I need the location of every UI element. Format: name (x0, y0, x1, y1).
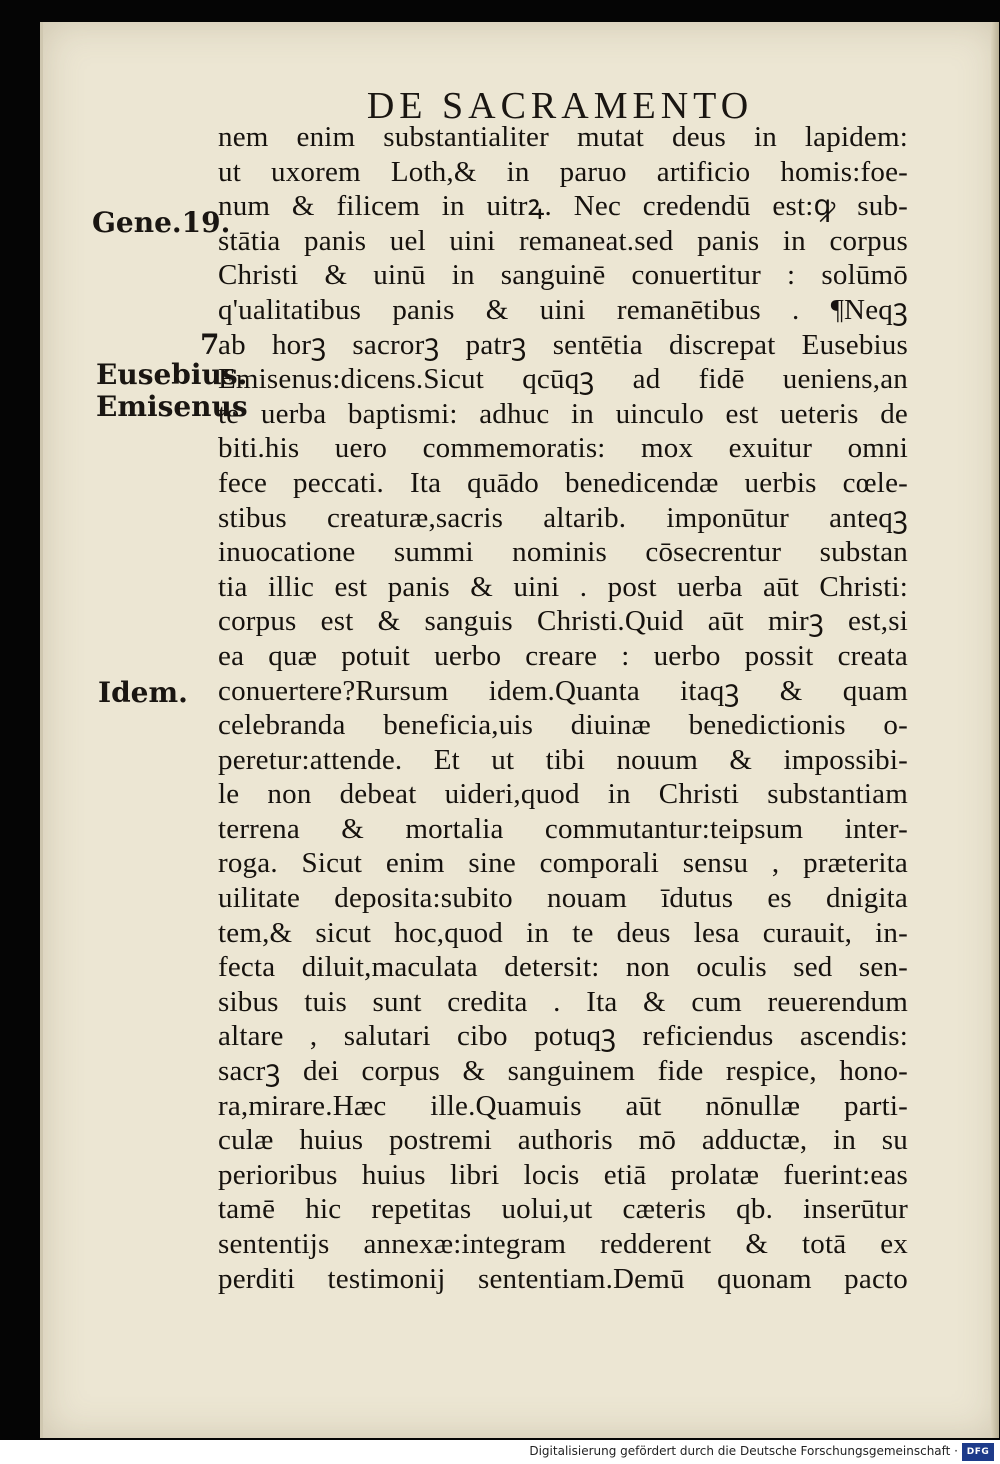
text-line: inuocatione summi nominis cōsecrentur substan (218, 536, 908, 569)
text-line: ra,mirare.Hæc ille.Quamuis aūt nōnullæ parti- (218, 1089, 908, 1122)
text-line: culæ huius postremi authoris mō adductæ, in su (218, 1124, 908, 1157)
body-text (218, 120, 908, 1296)
text-line: stibus creaturæ,sacris altarib. imponūtur anteqꝫ (218, 501, 908, 534)
text-line: tia illic est panis & uini . post uerba aūt Christi: (218, 570, 908, 603)
text-line: ea quæ potuit uerbo creare : uerbo possit creata (218, 639, 908, 672)
text-line: Christi & uinū in sanguinē conuertitur : solūmō (218, 259, 908, 292)
text-line: altare , salutari cibo potuqꝫ reficiendus ascendis: (218, 1020, 908, 1053)
text-line: biti.his uero commemoratis: mox exuitur omni (218, 432, 908, 465)
text-line: sibus tuis sunt credita . Ita & cum reuerendum (218, 985, 908, 1018)
text-line: perioribus huius libri locis etiā prolatæ fuerint:eas (218, 1158, 908, 1191)
margin-note-number: 7 (200, 328, 220, 361)
text-line: q'ualitatibus panis & uini remanētibus . ¶Neqꝫ (218, 293, 908, 326)
text-line: tem,& sicut hoc,quod in te deus lesa curauit, in- (218, 916, 908, 949)
margin-note-genesis: Gene.19. (92, 206, 231, 239)
text-line: roga. Sicut enim sine comporali sensu , præterita (218, 847, 908, 880)
running-head: DE SACRAMENTO (366, 85, 754, 127)
page-edge (991, 22, 999, 1438)
text-line: sententijs annexæ:integram redderent & totā ex (218, 1228, 908, 1260)
text-line: uilitate deposita:subito nouam īdutus es dnigita (218, 882, 908, 915)
margin-note-idem: Idem. (98, 676, 188, 709)
footer-bar (0, 1440, 1000, 1464)
margin-note-emisenus: Emisenus (96, 390, 248, 423)
text-line: num & filicem in uitrꝝ. Nec credendū est:ꝙ sub- (218, 190, 908, 223)
margin-note-eusebius: Eusebius. (96, 358, 248, 391)
text-line: peretur:attende. Et ut tibi nouum & impossibi- (218, 743, 908, 776)
text-line: fecta diluit,maculata detersit: non oculis sed sen- (218, 951, 908, 984)
text-line: corpus est & sanguis Christi.Quid aūt mirꝫ est,si (218, 605, 908, 638)
text-line: te uerba baptismi: adhuc in uinculo est ueteris de (218, 397, 908, 430)
text-line: stātia panis uel uini remaneat.sed panis in corpus (218, 224, 908, 257)
text-line: celebranda beneficia,uis diuinæ benedictionis o- (218, 709, 908, 742)
text-line: fece peccati. Ita quādo benedicendæ uerbis cœle- (218, 466, 908, 499)
text-line: tamē hic repetitas uolui,ut cæteris qb. inserūtur (218, 1193, 908, 1226)
text-line: Emisenus:dicens.Sicut qcūqꝫ ad fidē ueniens,an (218, 363, 908, 396)
dfg-logo: DFG (962, 1443, 994, 1461)
text-line: nem enim substantialiter mutat deus in lapidem: (218, 121, 908, 153)
text-line: le non debeat uideri,quod in Christi substantiam (218, 778, 908, 811)
funding-credit: Digitalisierung gefördert durch die Deutsche Forschungsgemeinschaft · (529, 1444, 958, 1458)
text-line: conuertere?Rursum idem.Quanta itaqꝫ & quam (218, 674, 908, 707)
text-line: perditi testimonij sententiam.Demū quonam pacto (218, 1262, 908, 1295)
text-line: sacrꝫ dei corpus & sanguinem fide respice, hono- (218, 1055, 908, 1088)
text-line: ut uxorem Loth,& in paruo artificio homis:foe- (218, 155, 908, 188)
text-line: terrena & mortalia commutantur:teipsum inter- (218, 812, 908, 845)
text-line: ab horꝫ sacrorꝫ patrꝫ sentētia discrepat Eusebius (218, 328, 908, 361)
